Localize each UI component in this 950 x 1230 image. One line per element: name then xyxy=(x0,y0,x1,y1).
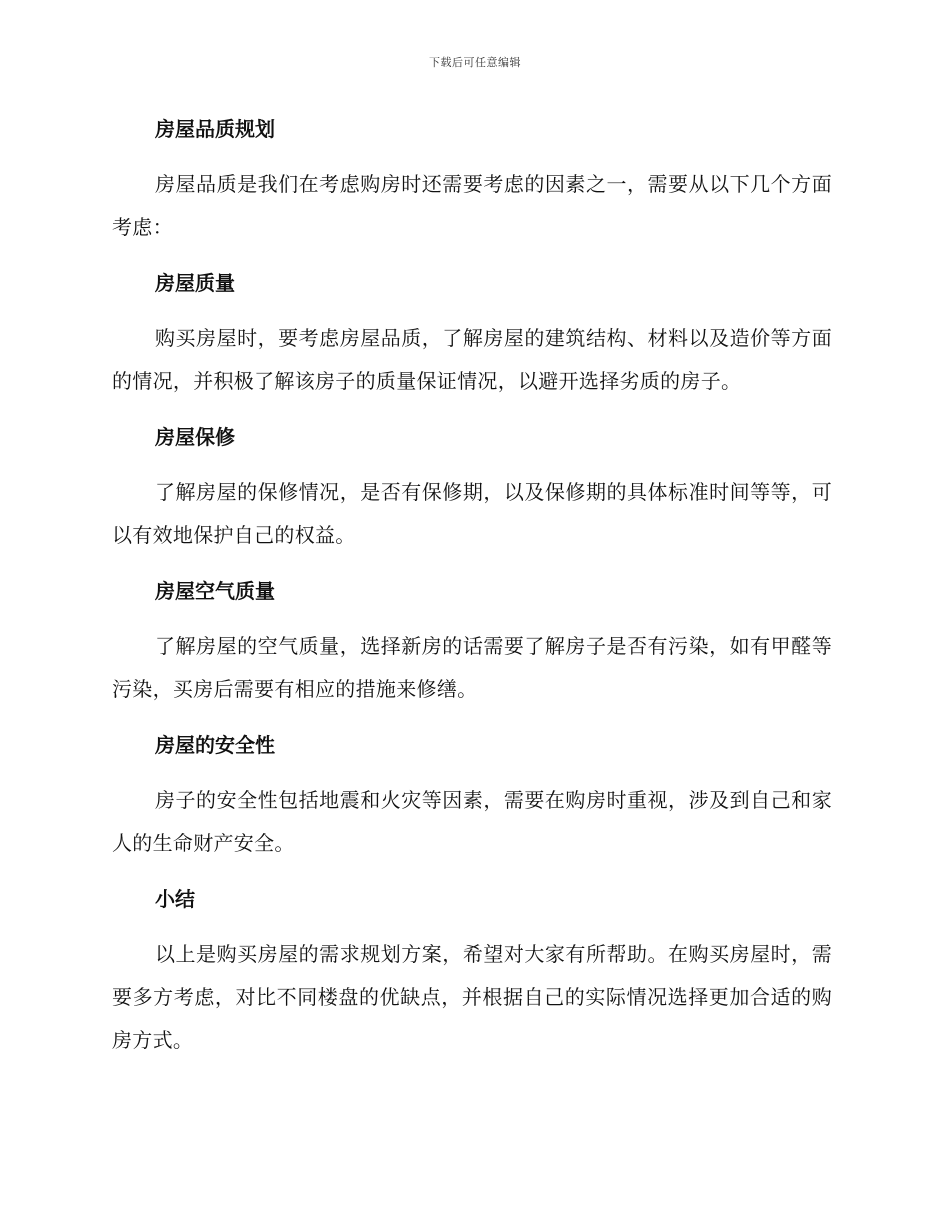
document-body xyxy=(112,109,832,1076)
section-paragraph-quality-planning: 房屋品质是我们在考虑购房时还需要考虑的因素之一，需要从以下几个方面考虑： xyxy=(112,172,832,239)
page-header: 下载后可任意编辑 xyxy=(429,56,521,69)
section-heading-warranty: 房屋保修 xyxy=(155,425,235,449)
section-heading-house-quality: 房屋质量 xyxy=(155,271,235,295)
section-heading-safety: 房屋的安全性 xyxy=(155,733,275,757)
section-paragraph-air-quality: 了解房屋的空气质量，选择新房的话需要了解房子是否有污染，如有甲醛等污染，买房后需要有相应的措施来修缮。 xyxy=(112,634,832,701)
section-heading-quality-planning: 房屋品质规划 xyxy=(155,117,275,141)
section-paragraph-safety: 房子的安全性包括地震和火灾等因素，需要在购房时重视，涉及到自己和家人的生命财产安全。 xyxy=(112,788,832,855)
section-heading-air-quality: 房屋空气质量 xyxy=(155,579,275,603)
section-paragraph-summary: 以上是购买房屋的需求规划方案，希望对大家有所帮助。在购买房屋时，需要多方考虑，对比不同楼盘的优缺点，并根据自己的实际情况选择更加合适的购房方式。 xyxy=(112,942,832,1052)
section-heading-summary: 小结 xyxy=(155,887,195,911)
section-paragraph-warranty: 了解房屋的保修情况，是否有保修期，以及保修期的具体标准时间等等，可以有效地保护自己的权益。 xyxy=(112,480,832,547)
section-paragraph-house-quality: 购买房屋时，要考虑房屋品质，了解房屋的建筑结构、材料以及造价等方面的情况，并积极了解该房子的质量保证情况，以避开选择劣质的房子。 xyxy=(112,326,832,393)
